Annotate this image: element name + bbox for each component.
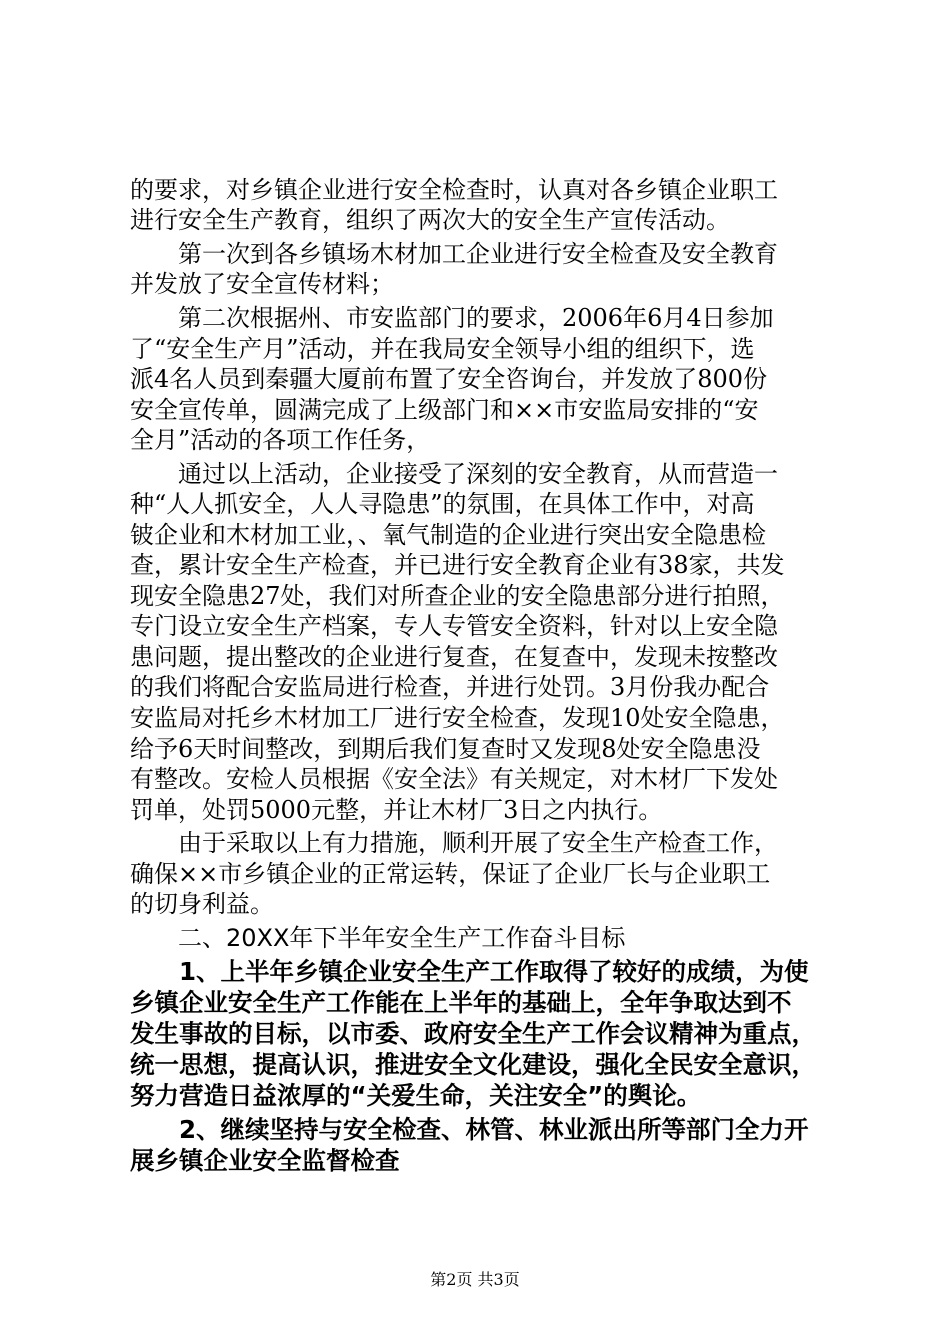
body-line: 查，累计安全生产检查，并已进行安全教育企业有38家，共发: [130, 551, 785, 579]
goal-line: 1、上半年乡镇企业安全生产工作取得了较好的成绩，为使: [130, 957, 809, 986]
section-heading: 二、20XX年下半年安全生产工作奋斗目标: [130, 924, 626, 952]
goal-line: 展乡镇企业安全监督检查: [130, 1146, 400, 1175]
body-line: 第一次到各乡镇场木材加工企业进行安全检查及安全教育: [130, 240, 778, 268]
body-line: 的要求，对乡镇企业进行安全检查时，认真对各乡镇企业职工: [130, 176, 778, 204]
goal-line: 乡镇企业安全生产工作能在上半年的基础上，全年争取达到不: [130, 988, 792, 1017]
body-line: 有整改。安检人员根据《安全法》有关规定，对木材厂下发处: [130, 765, 778, 793]
body-line: 罚单，处罚5000元整，并让木材厂3日之内执行。: [130, 796, 663, 824]
body-line: 由于采取以上有力措施，顺利开展了安全生产检查工作，: [130, 829, 778, 857]
body-line: 进行安全生产教育，组织了两次大的安全生产宣传活动。: [130, 206, 730, 234]
body-line: 专门设立安全生产档案，专人专管安全资料，针对以上安全隐: [130, 612, 778, 640]
body-line: 的我们将配合安监局进行检查，并进行处罚。3月份我办配合: [130, 673, 770, 701]
body-line: 患问题，提出整改的企业进行复查，在复查中，发现未按整改: [130, 643, 778, 671]
body-line: 通过以上活动，企业接受了深刻的安全教育，从而营造一: [130, 460, 778, 488]
body-line: 并发放了安全宣传材料；: [130, 270, 394, 298]
body-line: 确保××市乡镇企业的正常运转，保证了企业厂长与企业职工: [130, 860, 771, 888]
body-line: 了“安全生产月”活动，并在我局安全领导小组的组织下，选: [130, 335, 755, 363]
goal-line: 2、继续坚持与安全检查、林管、林业派出所等部门全力开: [130, 1115, 809, 1144]
page-number-footer: 第2页 共3页: [430, 1270, 520, 1289]
body-line: 的切身利益。: [130, 890, 274, 918]
body-line: 现安全隐患27处，我们对所查企业的安全隐患部分进行拍照，: [130, 582, 785, 610]
body-line: 全月”活动的各项工作任务，: [130, 426, 431, 454]
body-line: 派4名人员到秦疆大厦前布置了安全咨询台，并发放了800份: [130, 365, 768, 393]
goal-line: 努力营造日益浓厚的“关爱生命，关注安全”的舆论。: [130, 1081, 702, 1110]
goal-line: 统一思想，提高认识，推进安全文化建设，强化全民安全意识，: [130, 1050, 816, 1079]
body-line: 第二次根据州、市安监部门的要求，2006年6月4日参加: [130, 304, 774, 332]
body-line: 安监局对托乡木材加工厂进行安全检查，发现10处安全隐患，: [130, 704, 785, 732]
body-line: 种“人人抓安全，人人寻隐患”的氛围，在具体工作中，对高: [130, 490, 755, 518]
goal-line: 发生事故的目标，以市委、政府安全生产工作会议精神为重点，: [130, 1019, 816, 1048]
body-line: 给予6天时间整改，到期后我们复查时又发现8处安全隐患没: [130, 735, 761, 763]
body-line: 铍企业和木材加工业，、氧气制造的企业进行突出安全隐患检: [130, 521, 766, 549]
body-line: 安全宣传单，圆满完成了上级部门和××市安监局安排的“安: [130, 396, 759, 424]
